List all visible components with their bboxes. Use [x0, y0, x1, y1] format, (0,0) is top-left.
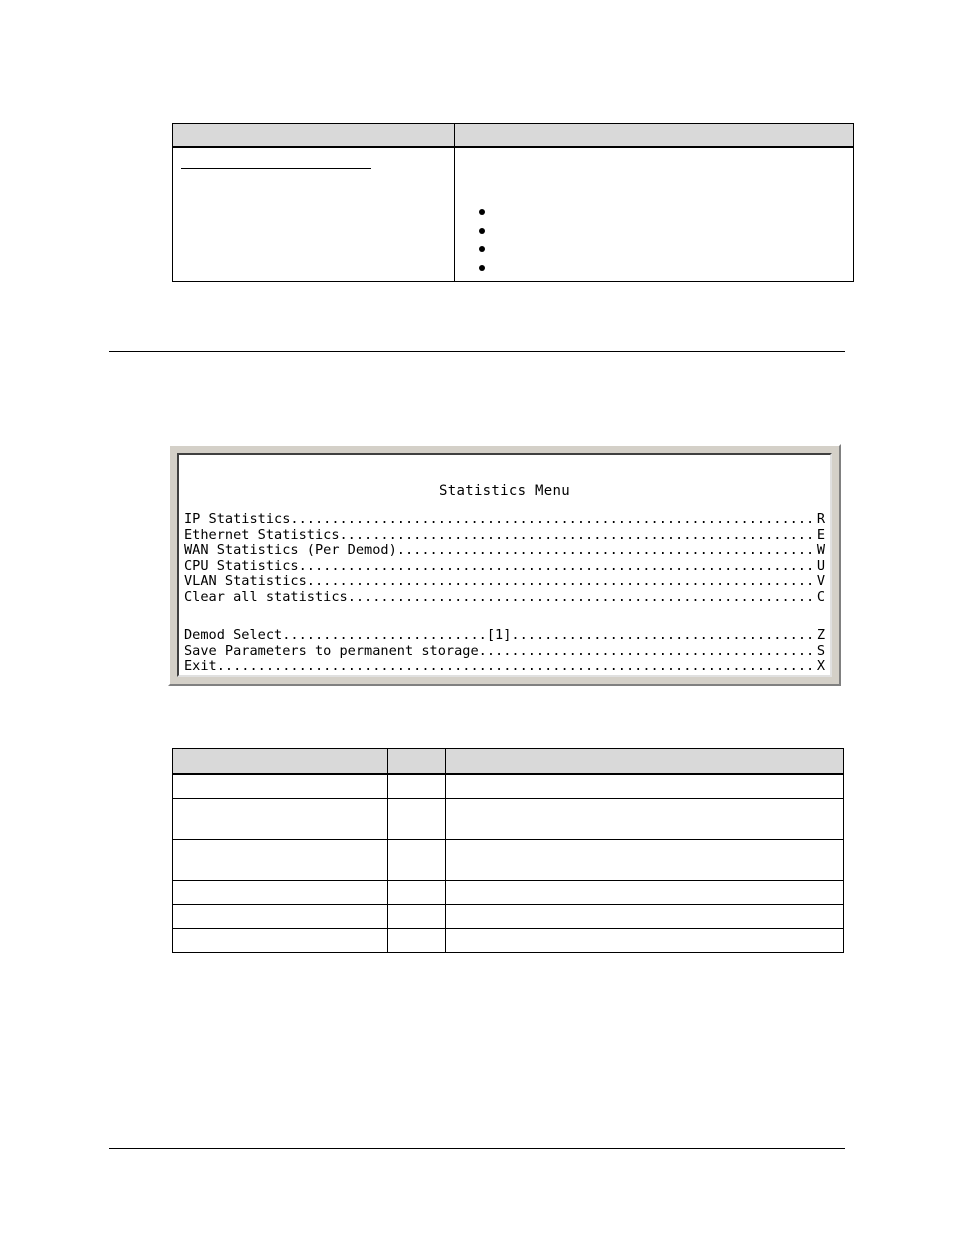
menu-item-key: S	[816, 643, 825, 659]
table-row	[173, 880, 844, 904]
table-header-row	[173, 749, 844, 775]
bullet-icon	[479, 228, 485, 234]
menu-item-key: E	[816, 527, 825, 543]
footer-rule	[109, 1148, 845, 1149]
table-row	[173, 774, 844, 798]
menu-item-label: Save Parameters to permanent storage	[184, 643, 479, 659]
menu-item-label: Exit	[184, 659, 217, 674]
menu-item-demod-select[interactable]: Demod Select ......................... [1] ..... Z	[184, 628, 825, 644]
bottom-table	[172, 748, 844, 953]
menu-item-label: Clear all statistics	[184, 589, 348, 605]
terminal-window	[168, 444, 841, 686]
bullet-icon	[479, 246, 485, 252]
menu-item-label: IP Statistics	[184, 512, 291, 527]
terminal-screen	[177, 453, 832, 677]
statistics-menu	[184, 512, 825, 675]
menu-item-label: VLAN Statistics	[184, 574, 307, 589]
menu-item-cpu-statistics[interactable]	[184, 559, 825, 575]
menu-item-label: CPU Statistics	[184, 558, 299, 574]
section-rule	[109, 351, 845, 352]
menu-item-ethernet-statistics[interactable]	[184, 528, 825, 544]
menu-item-key: V	[816, 574, 825, 589]
menu-item-key: R	[816, 512, 825, 527]
underlined-heading	[181, 168, 371, 169]
table-row	[173, 904, 844, 928]
menu-item-key: X	[816, 659, 825, 674]
menu-item-save-parameters[interactable]	[184, 644, 825, 660]
top-table	[172, 123, 854, 282]
demod-select-value: [1]	[486, 628, 512, 643]
top-table-header	[173, 124, 853, 148]
bullet-list	[479, 209, 485, 283]
table-row	[173, 839, 844, 880]
menu-item-vlan-statistics[interactable]	[184, 574, 825, 590]
bullet-icon	[479, 265, 485, 271]
menu-item-wan-statistics[interactable]	[184, 543, 825, 559]
menu-item-key: W	[816, 543, 825, 558]
menu-item-label: Demod Select	[184, 628, 283, 643]
menu-item-key: Z	[816, 628, 825, 643]
top-table-divider	[454, 124, 455, 281]
menu-item-ip-statistics[interactable]	[184, 512, 825, 528]
bullet-icon	[479, 209, 485, 215]
table-row	[173, 928, 844, 952]
menu-item-label: Ethernet Statistics	[184, 527, 340, 543]
menu-item-clear-all-statistics[interactable]	[184, 590, 825, 606]
menu-title: Statistics Menu	[439, 483, 570, 499]
menu-item-label: WAN Statistics (Per Demod)	[184, 543, 397, 558]
menu-item-key: C	[816, 589, 825, 605]
menu-item-key: U	[816, 558, 825, 574]
table-row	[173, 798, 844, 839]
menu-item-exit[interactable]	[184, 659, 825, 675]
